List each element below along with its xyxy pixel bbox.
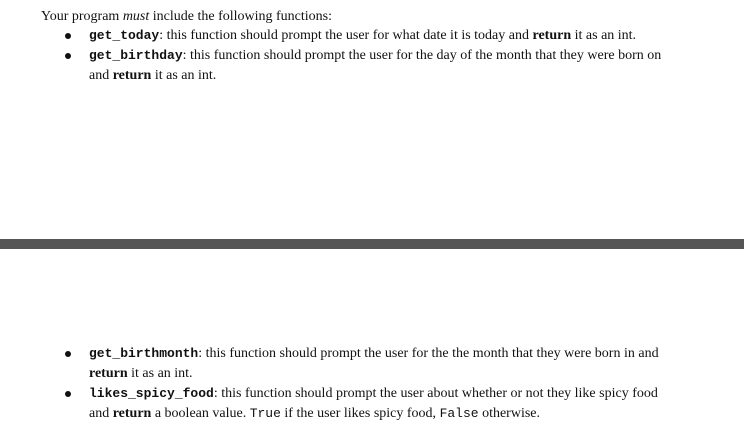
intro-prefix: Your program bbox=[41, 9, 123, 24]
return-keyword: return bbox=[532, 28, 572, 43]
function-desc: : this function should prompt the user for the the month that they were born in and bbox=[198, 346, 659, 361]
function-desc-mid: a boolean value. bbox=[151, 406, 250, 421]
function-desc-end: otherwise. bbox=[478, 406, 541, 421]
return-keyword: return bbox=[89, 366, 128, 381]
section-divider bbox=[0, 239, 744, 249]
intro-emphasis: must bbox=[122, 9, 150, 24]
function-name: get_birthmonth bbox=[89, 346, 199, 361]
function-name: get_birthday bbox=[89, 48, 183, 63]
list-item-get-birthday bbox=[65, 46, 675, 86]
return-keyword: return bbox=[112, 68, 152, 83]
list-item-likes-spicy-food bbox=[65, 384, 675, 424]
function-desc: : this function should prompt the user for the day of the month that they were born on and bbox=[89, 48, 662, 83]
false-literal: False bbox=[439, 406, 479, 421]
list-item-get-birthmonth bbox=[65, 344, 675, 384]
intro-text bbox=[41, 8, 332, 26]
function-list-top bbox=[65, 26, 675, 86]
bullet-icon bbox=[65, 391, 71, 397]
bullet-icon bbox=[65, 53, 71, 59]
function-desc-mid2: if the user likes spicy food, bbox=[280, 406, 440, 421]
return-keyword: return bbox=[112, 406, 152, 421]
function-name: get_today bbox=[89, 28, 160, 43]
function-desc-end: it as an int. bbox=[571, 28, 637, 43]
function-desc-end: it as an int. bbox=[151, 68, 217, 83]
function-name: likes_spicy_food bbox=[89, 386, 214, 401]
true-literal: True bbox=[249, 406, 281, 421]
function-desc: : this function should prompt the user about whether or not they like spicy food and bbox=[89, 386, 658, 421]
bullet-icon bbox=[65, 33, 71, 39]
function-desc-end: it as an int. bbox=[127, 366, 193, 381]
function-desc: : this function should prompt the user for what date it is today and bbox=[159, 28, 533, 43]
list-item-get-today bbox=[65, 26, 675, 46]
bullet-icon bbox=[65, 351, 71, 357]
function-list-bottom bbox=[65, 344, 675, 424]
intro-suffix: include the following functions: bbox=[149, 9, 333, 24]
